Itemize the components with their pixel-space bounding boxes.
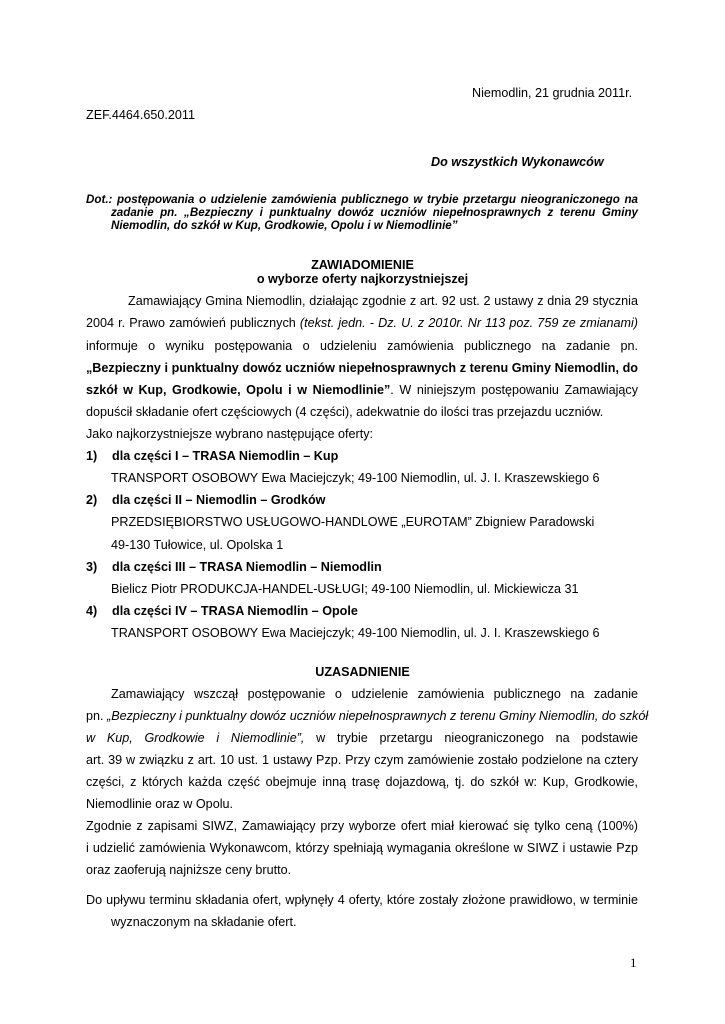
offer-heading: 4) dla części IV – TRASA Niemodlin – Opole — [86, 604, 358, 618]
intro-line: 2004 r. Prawo zamówień publicznych (tekst. jedn. - Dz. U. z 2010r. Nr 113 poz. 759 ze zmianami) — [86, 316, 638, 330]
justification-line: i udzielić zamówienia Wykonawcom, którzy spełniają wymagania określone w SIWZ i ustawie Pzp — [86, 841, 638, 855]
justification-line: Niemodlinie oraz w Opolu. — [86, 797, 233, 811]
justification-line: wyznaczonym na składanie ofert. — [111, 915, 297, 929]
intro-line: Jako najkorzystniejsze wybrano następujące oferty: — [86, 427, 374, 441]
place-date: Niemodlin, 21 grudnia 2011r. — [472, 86, 633, 100]
page-number: 1 — [630, 955, 637, 970]
offer-heading: 2) dla części II – Niemodlin – Grodków — [86, 493, 326, 507]
intro-line: informuje o wyniku postępowania o udzieleniu zamówienia publicznego na zadanie pn. — [86, 339, 638, 353]
justification-line: w Kup, Grodkowie i Niemodlinie”, w trybie przetargu nieograniczonego na podstawie — [86, 731, 639, 745]
reference-number: ZEF.4464.650.2011 — [86, 108, 195, 122]
offer-detail: PRZEDSIĘBIORSTWO USŁUGOWO-HANDLOWE „EUROTAM” Zbigniew Paradowski — [111, 515, 595, 529]
justification-line: Zgodnie z zapisami SIWZ, Zamawiający przy wyborze ofert miał kierować się tylko ceną (100%) — [86, 819, 638, 833]
subject-line: Dot.: postępowania o udzielenie zamówienia publicznego w trybie przetargu nieograniczonego na — [86, 193, 638, 206]
intro-line: Zamawiający Gmina Niemodlin, działając zgodnie z art. 92 ust. 2 ustawy z dnia 29 stycznia — [128, 294, 638, 308]
justification-line: art. 39 w związku z art. 10 ust. 1 ustawy Pzp. Przy czym zamówienie zostało podzielone na cztery — [86, 753, 638, 767]
document-title: ZAWIADOMIENIE — [311, 258, 414, 272]
intro-line: dopuścił składanie ofert częściowych (4 części), adekwatnie do ilości tras przejazdu uczniów. — [86, 405, 604, 419]
subject-line: Niemodlin, do szkół w Kup, Grodkowie, Opolu i w Niemodlinie” — [111, 219, 458, 232]
section-heading: UZASADNIENIE — [315, 665, 410, 679]
subject-line: zadanie pn. „Bezpieczny i punktualny dowóz uczniów niepełnosprawnych z terenu Gminy — [111, 206, 638, 219]
addressee: Do wszystkich Wykonawców — [431, 155, 604, 169]
justification-line: oraz zaoferują najniższe ceny brutto. — [86, 863, 292, 877]
justification-line: pn. „Bezpieczny i punktualny dowóz uczniów niepełnosprawnych z terenu Gminy Niemodlin, do szkół — [86, 709, 649, 723]
justification-line: Do upływu terminu składania ofert, wpłynęły 4 oferty, które zostały złożone prawidłowo, w terminie — [86, 893, 638, 907]
offer-detail: TRANSPORT OSOBOWY Ewa Maciejczyk; 49-100 Niemodlin, ul. J. I. Kraszewskiego 6 — [111, 471, 600, 485]
justification-line: części, z których każda część obejmuje inną trasę dojazdową, tj. do szkół w: Kup, Grodkowie, — [86, 775, 638, 789]
offer-heading: 3) dla części III – TRASA Niemodlin – Niemodlin — [86, 560, 382, 574]
offer-heading: 1) dla części I – TRASA Niemodlin – Kup — [86, 449, 339, 463]
offer-detail: TRANSPORT OSOBOWY Ewa Maciejczyk; 49-100 Niemodlin, ul. J. I. Kraszewskiego 6 — [111, 626, 600, 640]
offer-detail: Bielicz Piotr PRODUKCJA-HANDEL-USŁUGI; 49-100 Niemodlin, ul. Mickiewicza 31 — [111, 582, 579, 596]
intro-line: szkół w Kup, Grodkowie, Opolu i w Niemodlinie”. W niniejszym postępowaniu Zamawiający — [86, 383, 638, 397]
offer-detail: 49-130 Tułowice, ul. Opolska 1 — [111, 538, 284, 552]
intro-task-name: „Bezpieczny i punktualny dowóz uczniów niepełnosprawnych z terenu Gminy Niemodlin, do — [86, 361, 638, 375]
document-subtitle: o wyborze oferty najkorzystniejszej — [256, 272, 469, 286]
justification-line: Zamawiający wszczął postępowanie o udzielenie zamówienia publicznego na zadanie — [111, 687, 638, 701]
